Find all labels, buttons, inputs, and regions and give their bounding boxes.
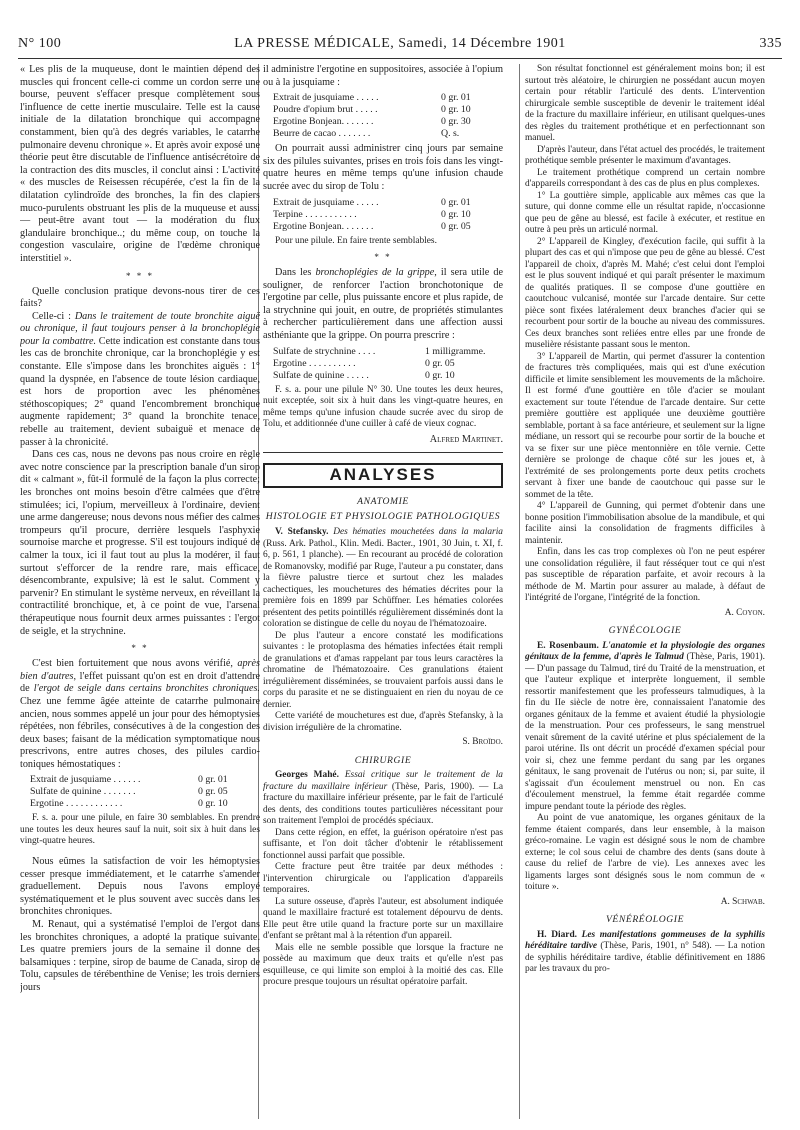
analyses-section xyxy=(263,452,503,988)
prescription-row xyxy=(273,128,503,140)
ingredient: Ergotine . . . . . . . . . . xyxy=(273,357,356,369)
paragraph: Nous eûmes la satisfaction de voir les hémoptysies cesser presque immédiatement, et le catarrhe s'amender graduellement. Depuis nous l'avons employé systématiquement et le plus souvent avec succès dans les bronchites chroniques. xyxy=(20,855,260,918)
paragraph: M. Renaut, qui a systématisé l'emploi de l'ergot dans les bronchites chroniques, a adopté la pratique suivante. Les quatre premiers jours de la semaine il donne des balsamiques : terpine, sirop de baume de Canada, sirop de Tolu, capsules de térébenthine de Venise; les trois derniers jours xyxy=(20,918,260,993)
dose: 0 gr. 05 xyxy=(441,220,471,232)
paragraph xyxy=(263,267,503,343)
prescription-row xyxy=(273,221,503,233)
ingredient: Ergotine Bonjean. . . . . . . xyxy=(273,220,374,232)
section-heading: VÉNÉRÉOLOGIE xyxy=(605,914,685,926)
section-heading: CHIRURGIE xyxy=(354,754,412,766)
ingredient: Terpine . . . . . . . . . . . xyxy=(273,208,357,220)
paragraph: « Les plis de la muqueuse, dont le maintien dépend des muscles qui froncent celle-ci comme un cordon serre une bourse, peuvent s'effacer presque complètement sous l'influence de cette inertie musculaire. Telle est la cause initiale de la dilatation bronchique qui accompagne constamment, bien qu'à des degrés variables, le catarrhe pulmonaire devenu chronique ». Et après avoir exposé une théorie peut être discutable de l'influence antisécrétoire de la contraction des dits muscles, il conclut ainsi : L'activité « des muscles de Reisessen récupérée, c'est la fin de la dilatation cylindroïde des bronches, la fin des clapiers muco-purulents obstruant les plis de la muqueuse et aussi — peut-être avant tout — la modération du flux glandulaire bronchique..; du même coup, on touche la congestion vasculaire, origine de l'œdème chronique interstitiel ». xyxy=(20,64,260,264)
paragraph: Cette variété de mouchetures est due, d'après Stefansky, à la division irrégulière de la chromatine. xyxy=(263,711,503,733)
dose: 0 gr. 01 xyxy=(198,774,228,786)
dose: 0 gr. 01 xyxy=(441,92,471,104)
abstract xyxy=(525,641,765,814)
prescription-row xyxy=(273,92,503,104)
prescription-1 xyxy=(30,774,260,810)
paragraph: Enfin, dans les cas trop complexes où l'on ne peut espérer une consolidation régulière, il faut résséquer tout ce qui n'est pas susceptible de réparation parfaite, et avoir recours à la méthode de M. Martin pour assurer au malade, à défaut de l'intégrité de l'organe, l'intégrité de la fonction. xyxy=(525,547,765,603)
dose: 0 gr. 01 xyxy=(441,196,471,208)
article-title: Essai critique sur le traitement de la fracture du maxillaire inférieur xyxy=(263,770,503,792)
prescription-row xyxy=(273,346,503,358)
journal-title: LA PRESSE MÉDICALE, Samedi, 14 Décembre 1901 xyxy=(234,36,566,51)
dose: 0 gr. 10 xyxy=(441,104,471,116)
paragraph: D'après l'auteur, dans l'état actuel des procédés, le traitement prothétique semble présenter le maximum d'avantages. xyxy=(525,144,765,166)
paragraph: La suture osseuse, d'après l'auteur, est absolument indiquée quand le maxillaire fracturé est totalement dépourvu de dents. Elle peut être utile quand la fracture porte sur un maxillaire d'enfant se prêtant mal à la rétention d'un appareil. xyxy=(263,896,503,942)
abstract xyxy=(263,527,503,631)
paragraph: F. s. a. pour une pilule, en faire 30 semblables. En prendre une toutes les deux heures sauf la nuit, soit six à huit dans les vingt-quatre heures. xyxy=(20,813,260,847)
dose: 0 gr. 10 xyxy=(441,208,471,220)
emphasis-text: l'ergot de seigle dans certains bronchites chroniques. xyxy=(33,683,260,695)
paragraph: Mais elle ne semble possible que lorsque la fracture ne possède au maximum que deux traits et qu'elle n'est pas esquilleuse, ce qui limite son emploi à la moitié des cas. Elle procure presque toujours un résultat opératoire parfait. xyxy=(263,942,503,988)
prescription-3 xyxy=(273,197,503,233)
text-run: Chez une femme âgée atteinte de catarrhe pulmonaire ancien, nous sommes appelé un jour pour des hémoptysies répétées, non fébriles, consécutives à de la congestion des deux bases; faisant de la médication symptomatique nous prescrivons, entre autres choses, des pilules cardio-toniques hémostatiques : xyxy=(20,695,260,770)
text-run: (Thèse, Paris, 1901, n° 548). — La notion de syphilis héréditaire tardive, établie définitivement en 1886 par les travaux du pro- xyxy=(525,941,765,975)
column-2 xyxy=(263,64,503,1119)
paragraph: Dans cette région, en effet, la guérison opératoire n'est pas suffisante, et l'on doit tâcher d'obtenir le rétablissement fonctionnel aussi parfait que possible. xyxy=(263,827,503,861)
author-name: Georges Mahé. xyxy=(275,770,339,781)
column-1 xyxy=(20,64,260,1119)
signature: Alfred Martinet. xyxy=(429,433,503,445)
page-number: 335 xyxy=(759,36,782,51)
section-heading: GYNÉCOLOGIE xyxy=(608,625,682,636)
prescription-row xyxy=(273,358,503,370)
section-stars: * * * xyxy=(126,270,154,281)
dose: Q. s. xyxy=(441,128,460,140)
prescription-row xyxy=(273,104,503,116)
emphasis-text: après bien d'autres xyxy=(20,658,260,682)
author-name: V. Stefansky. xyxy=(275,527,329,537)
text-run: C'est bien fortuitement que nous avons vérifié, xyxy=(32,658,238,670)
paragraph: Le traitement prothétique comprend un certain nombre d'appareils correspondant à des cas de plus en plus complexes. xyxy=(525,167,765,189)
ingredient: Sulfate de quinine . . . . . xyxy=(273,369,369,381)
paragraph: Au point de vue anatomique, les organes génitaux de la femme étaient comparés, dans leur ensemble, à la maison gréco-romaine. Le vagin est désigné sous le nom de chambre externe; le col sous celui de chambre des dents (sans doute à cause du relief de l'arbre de vie). Les annexes avec les ligaments larges sont désignés sous le nom commun de « toiture ». xyxy=(525,813,765,893)
signature: S. Broïdo. xyxy=(462,737,503,747)
text-run: , l'effet puissant qu'on est en droit d'attendre de xyxy=(20,670,260,695)
prescription-row xyxy=(273,209,503,221)
signature: A. Schwab. xyxy=(720,896,765,907)
text-run: Celle-ci : xyxy=(32,310,75,322)
paragraph: Quelle conclusion pratique devons-nous tirer de ces faits? xyxy=(20,285,260,310)
prescription-2 xyxy=(273,92,503,140)
paragraph: Dans ces cas, nous ne devons pas nous croire en règle avec notre conscience par la prescription banale d'un sirop dit « calmant », fût-il formulé de la façon la plus correcte; les bronches ont moins besoin d'être calmées que d'être stimulées; ici, l'opium, merveilleux à l'ordinaire, devient une arme dangereuse; nous devons nous méfier des calmes trompeurs qu'il procure, derrière lesquels l'asphyxie sournoise marche et progresse. S'il est toujours indiqué de calmer la toux, ici il faut tout au plus la modérer, il faut surtout s'efforcer de la rendre rare, mais efficace, désencombrante, expulsive; là est le salut. Comment y parvenir? En stimulant le système nerveux, en réveillant la contractilité bronchique, et, à ce point de vue, l'arsenal thérapeutique nous fournit deux armes puissantes : l'ergot de seigle, et la strychnine. xyxy=(20,449,260,637)
dose: 0 gr. 30 xyxy=(441,116,471,128)
ingredient: Sulfate de strychnine . . . . xyxy=(273,345,376,357)
text-run: (Russ. Ark. Pathol., Klin. Medi. Bacter., 1901, 30 Juin, t. XI, f. 6, p. 561, 1 planche). — En recourant au procédé de coloration de Romanovsky, modifié par Ruge, l'auteur a pu constater, dans la fièvre palustre tierce et surtout chez les malades cachectiques, les mouchetures des hématies décrites pour la première fois en 1899 par Schüffner. Les hématies colorées présentent des petits pointillés régulièrement disséminés dont la coloration se distingue de celle du noyau de l'hématozoaire. xyxy=(263,538,503,629)
prescription-row xyxy=(30,798,260,810)
abstract xyxy=(263,770,503,828)
dose: 1 milligramme. xyxy=(425,345,486,357)
column-separator xyxy=(519,64,520,1119)
paragraph: 3° L'appareil de Martin, qui permet d'assurer la contention de fractures très compliquées, mais qui est d'une exécution difficile et limite sensiblement les mouvements de la mâchoire. Il est formé d'une gouttière en tôle d'acier se moulant exactement sur toute l'étendue de l'arcade dentaire. Sur cette première gouttière est appliquée une deuxième gouttière semblable, portant à sa face antérieure, et seulement sur la ligne médiane, un ressort qui se recourbe pour sortir de la bouche et va se fixer sur une pièce mentonnière en tôle vernie. Cette dernière se prolonge de chaque côté sur les joues et, à l'extrémité de ses prolongements porte deux petits crochets servant à fixer une bande de caoutchouc qui passe sur le sommet de la tête. xyxy=(525,351,765,500)
paragraph: On pourrait aussi administrer cinq jours par semaine six des pilules suivantes, prises en trois fois dans les vingt-quatre heures en même temps qu'une infusion chaude sucrée avec du sirop de Tolu : xyxy=(263,143,503,192)
paragraph: De plus l'auteur a encore constaté les modifications suivantes : le protoplasma des hématies infectées était rempli de granulations et d'amas rappelant par tous leurs caractères la chromatine de l'hématozoaire. Ces granulations étaient irrégulièrement disséminées, se trouvaient parfois aussi dans le corps du parasite et ne se distinguaient en rien du noyau de ce dernier. xyxy=(263,630,503,710)
issue-number: N° 100 xyxy=(18,36,62,51)
dose: 0 gr. 10 xyxy=(198,798,228,810)
ingredient: Extrait de jusquiame . . . . . xyxy=(273,92,379,104)
paragraph xyxy=(20,311,260,450)
paragraph: Pour une pilule. En faire trente semblables. xyxy=(275,235,437,246)
text-run: , il sera utile de souligner, de renforcer l'action bronchotonique de l'ergotine par celle, plus puissante encore et plus rapide, de la strychnine qui jouit, en outre, de propriétés stimulantes à rechercher particulièrement dans une affection aussi asthéniante que la grippe. On pourra prescrire : xyxy=(263,267,503,342)
paragraph: Son résultat fonctionnel est généralement moins bon; il est surtout très aléatoire, le chirurgien ne possédant aucun moyen certain pour rétablir l'articulé des dents. L'intervention chirurgicale semble susceptible de devenir le traitement idéal de la fracture du maxillaire inférieur, en utilisant quelques-unes des règles du traitement prothétique et en perfectionnant son manuel. xyxy=(525,64,765,143)
abstract xyxy=(525,930,765,976)
page-header xyxy=(18,36,782,54)
text-run: Cette indication est constante dans tous les cas de bronchite chronique, car la bronchoplégie y est constante. Elle s'impose dans les bronchites aiguës : 1° quand la dyspnée, en l'absence de toute lésion cardiaque, est hors de proportion avec les phénomènes stéthoscopiques; 2° quand l'encombrement bronchique augmente rapidement; 3° quand la bronchite tenace, rebelle au traitement, devient subaiguë et menace de passer à la chronicité. xyxy=(20,335,260,448)
article-title: L'anatomie et la physiologie des organes génitaux de la femme, d'après le Talmud xyxy=(525,640,765,663)
section-stars: * * xyxy=(131,643,149,654)
prescription-row xyxy=(30,774,260,786)
prescription-4 xyxy=(273,346,503,382)
ingredient: Beurre de cacao . . . . . . . xyxy=(273,128,371,140)
paragraph: Cette fracture peut être traitée par deux méthodes : l'intervention chirurgicale ou l'application d'appareils temporaires. xyxy=(263,862,503,896)
prescription-row xyxy=(273,370,503,382)
emphasis-text: bronchoplégies de la grippe xyxy=(315,267,435,279)
article-title: Des hématies mouchetées dans la malaria xyxy=(328,527,503,537)
ingredient: Extrait de jusquiame . . . . . xyxy=(273,196,379,208)
ingredient: Sulfate de quinine . . . . . . . xyxy=(30,786,136,798)
paragraph: F. s. a. pour une pilule N° 30. Une toutes les deux heures, nuit exceptée, soit six à huit dans les vingt-quatre heures, en même temps qu'une infusion chaude sucrée avec du sirop de Tolu, et additionnée d'une cuiller à café de vieux cognac. xyxy=(263,384,503,430)
author-name: H. Diard. xyxy=(537,929,578,940)
ingredient: Ergotine Bonjean. . . . . . . xyxy=(273,116,374,128)
paragraph: il administre l'ergotine en suppositoires, associée à l'opium ou à la jusquiame : xyxy=(263,64,503,88)
header-rule xyxy=(18,58,782,59)
column-3 xyxy=(525,64,765,1119)
paragraph: 2° L'appareil de Kingley, d'exécution facile, qui suffit à la plupart des cas et qui n'impose que peu de gêne au blessé. C'est l'appareil de choix, d'après M. Mahé; c'est celui dont l'emploi est le plus souvent indiqué et qui paraît présenter le maximum de qualités pratiques. Il se compose d'une gouttière en caoutchouc vulcanisé, montée sur l'arcade dentaire. Sur cette pièce sont fixées latéralement deux branches d'acier qui se recourbent pour sortir de la bouche au niveau des commissures. Ces deux branches sont reliées entre elles par une fronde de muselière résistante passant sous le menton. xyxy=(525,236,765,350)
ingredient: Extrait de jusquiame . . . . . . xyxy=(30,774,141,786)
article-title: Les manifestations gommeuses de la syphilis héréditaire tardive xyxy=(525,929,765,952)
paragraph: 4° L'appareil de Gunning, qui permet d'obtenir dans une bonne position l'immobilisation absolue de la mandibule, et qui facilite ainsi la consolidation de fragments difficiles à maintenir. xyxy=(525,501,765,546)
author-name: E. Rosenbaum. xyxy=(537,640,599,651)
dose: 0 gr. 10 xyxy=(425,369,455,381)
dose: 0 gr. 05 xyxy=(198,786,228,798)
analyses-heading: ANALYSES xyxy=(263,463,503,488)
signature: A. Coyon. xyxy=(724,607,765,618)
text-run: (Thèse, Paris, 1901). — D'un passage du Talmud, tiré du Traité de la menstruation, et que l'auteur explique et interprète longuement, il semble ressortir manifestement que les professeurs talmudiques, à la fin du IIe siècle de notre ère, connaissaient l'anatomie des organes génitaux de la femme et avaient étudié la physiologie de la menstruation. Pour ces professeurs, le sang menstruel venait sûrement de la cavité utérine et plus spécialement de la paroi utérine. Ils ont décrit un procédé d'examen spécial pour voir si, chez une femme perdant du sang par les organes génitaux, le sang provenait de l'utérus ou non; si, par suite, il s'agissait d'un écoulement menstruel ou non. En cas d'écoulement menstruel, la femme était regardée comme impure pendant toute la période des règles. xyxy=(525,652,765,812)
ingredient: Ergotine . . . . . . . . . . . . xyxy=(30,798,123,810)
text-run: (Thèse, Paris, 1900). — La fracture du maxillaire inférieur présente, par le fait de l'articulé des dents, des conditions toutes particulières nécessitant pour son traitement l'emploi de procédés spéciaux. xyxy=(263,781,503,827)
prescription-row xyxy=(30,786,260,798)
section-subheading: HISTOLOGIE ET PHYSIOLOGIE PATHOLOGIQUES xyxy=(265,511,501,523)
prescription-row xyxy=(273,197,503,209)
text-run: Dans les xyxy=(275,267,316,279)
emphasis-text: Dans le traitement de toute bronchite aiguë ou chronique, il faut toujours penser à la bronchoplégie pour la combattre. xyxy=(20,310,260,347)
dose: 0 gr. 05 xyxy=(425,357,455,369)
section-stars: * * xyxy=(374,252,392,263)
prescription-row xyxy=(273,116,503,128)
paragraph: 1° La gouttière simple, applicable aux mêmes cas que la suture, qui donne comme elle un résultat rapide, n'occasionne que peu de gêne au blessé, est facile à exécuter, et restitue en outre à peu près un articulé normal. xyxy=(525,190,765,235)
section-heading: ANATOMIE xyxy=(357,495,409,507)
ingredient: Poudre d'opium brut . . . . . xyxy=(273,104,378,116)
paragraph xyxy=(20,658,260,771)
